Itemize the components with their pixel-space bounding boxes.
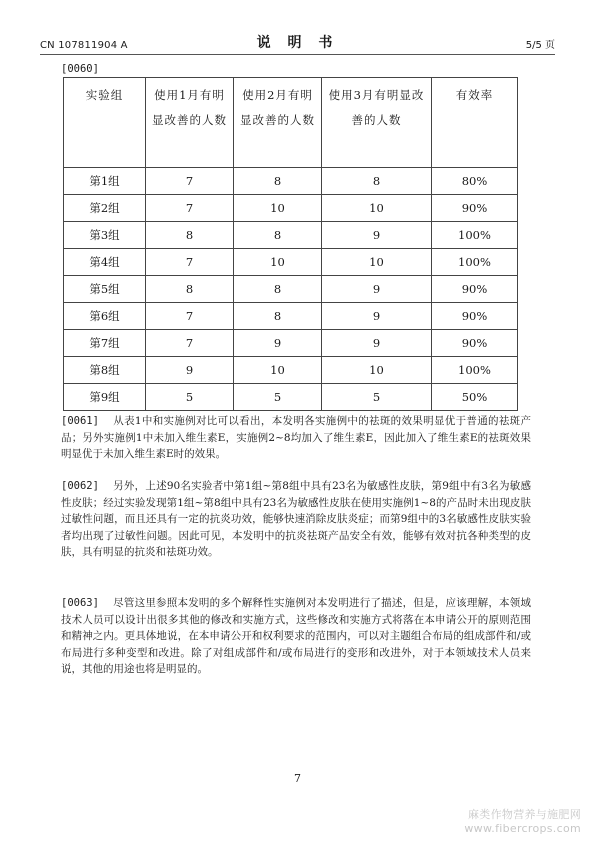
table-cell: 7 [146,303,234,330]
table-cell: 9 [234,330,322,357]
table-cell: 10 [322,357,432,384]
paragraph-text: 尽管这里参照本发明的多个解释性实施例对本发明进行了描述，但是，应该理解，本领域技术人员可以设计出很多其他的修改和实施方式，这些修改和实施方式将落在本申请公开的原则范围和精神之内。更具体地说，在本申请公开和权利要求的范围内，可以对主题组合布局的组成部件和/或布局进行多种变型和改进。除了对组成部件和/或布局进行的变形和改进外，对于本领域技术人员来说，其他的用途也将是明显的。 [61,597,531,675]
table-row [64,303,518,330]
table-cell: 5 [146,384,234,411]
table-cell: 第1组 [64,168,146,195]
table-cell: 7 [146,330,234,357]
table-cell: 7 [146,249,234,276]
table-cell: 第4组 [64,249,146,276]
table-cell: 8 [322,168,432,195]
page-indicator: 5/5 页 [525,40,555,51]
table-row [64,330,518,357]
table-cell: 9 [322,276,432,303]
table-cell: 90% [432,330,518,357]
table-cell: 9 [322,330,432,357]
watermark-title: 麻类作物营养与施肥网 [468,808,581,821]
table-cell: 10 [322,249,432,276]
table-row [64,384,518,411]
page-header [40,36,555,55]
column-header-group: 实验组 [64,78,146,168]
paragraph-number: [0061] [61,415,99,427]
document-title: 说 明 书 [256,35,339,51]
table-cell: 9 [146,357,234,384]
results-table [63,77,518,411]
paragraph-number: [0062] [61,480,99,492]
table-cell: 8 [234,276,322,303]
table-cell: 7 [146,195,234,222]
table-cell: 10 [234,249,322,276]
table-row [64,249,518,276]
paragraph-text: 从表1中和实施例对比可以看出，本发明各实施例中的祛斑的效果明显优于普通的祛斑产品；另外实施例1中未加入维生素E，实施例2~8均加入了维生素E，因此加入了维生素E的祛斑效果明显优于未加入维生素E时的效果。 [61,415,531,460]
table-cell: 5 [322,384,432,411]
table-cell: 5 [234,384,322,411]
table-cell: 9 [322,222,432,249]
table-row [64,195,518,222]
paragraph-number-0060: [0060] [61,63,99,75]
watermark-url: www.fibercrops.com [464,822,581,835]
table-row [64,222,518,249]
table-cell: 8 [146,222,234,249]
table-cell: 10 [234,195,322,222]
table-cell: 100% [432,222,518,249]
column-header-effective-rate: 有效率 [432,78,518,168]
paragraph-text: 另外，上述90名实验者中第1组~第8组中具有23名为敏感性皮肤，第9组中有3名为敏感性皮肤；经过实验发现第1组~第8组中具有23名为敏感性皮肤在使用实施例1~8的产品时未出现皮肤过敏性问题，而且还具有一定的抗炎功效，能够快速消除皮肤炎症；而第9组中的3名敏感性皮肤实验者均出现了过敏性问题。因此可见，本发明中的抗炎祛斑产品安全有效，能够有效对抗各种类型的皮肤，具有明显的抗炎和祛斑功效。 [61,480,531,558]
paragraph-0062 [61,478,531,561]
table-cell: 8 [146,276,234,303]
table-row [64,276,518,303]
table-cell: 第7组 [64,330,146,357]
table-cell: 第8组 [64,357,146,384]
table-cell: 8 [234,303,322,330]
column-header-month-3: 使用3月有明显改善的人数 [322,78,432,168]
patent-number: CN 107811904 A [40,40,128,51]
table-row [64,168,518,195]
table-cell: 100% [432,357,518,384]
paragraph-0061 [61,413,531,463]
table-cell: 第2组 [64,195,146,222]
table-cell: 8 [234,168,322,195]
table-cell: 90% [432,195,518,222]
watermark [464,808,581,836]
table-cell: 10 [322,195,432,222]
table-cell: 7 [146,168,234,195]
table-cell: 9 [322,303,432,330]
table-cell: 90% [432,303,518,330]
table-cell: 第9组 [64,384,146,411]
paragraph-0063 [61,595,531,678]
table-cell: 90% [432,276,518,303]
paragraph-number: [0063] [61,597,99,609]
page-number: 7 [294,772,301,785]
column-header-month-2: 使用2月有明显改善的人数 [234,78,322,168]
table-cell: 第6组 [64,303,146,330]
column-header-month-1: 使用1月有明显改善的人数 [146,78,234,168]
table-cell: 10 [234,357,322,384]
table-cell: 第3组 [64,222,146,249]
table-cell: 第5组 [64,276,146,303]
table-cell: 8 [234,222,322,249]
table-cell: 100% [432,249,518,276]
table-cell: 50% [432,384,518,411]
table-header-row [64,78,518,168]
table-cell: 80% [432,168,518,195]
table-row [64,357,518,384]
